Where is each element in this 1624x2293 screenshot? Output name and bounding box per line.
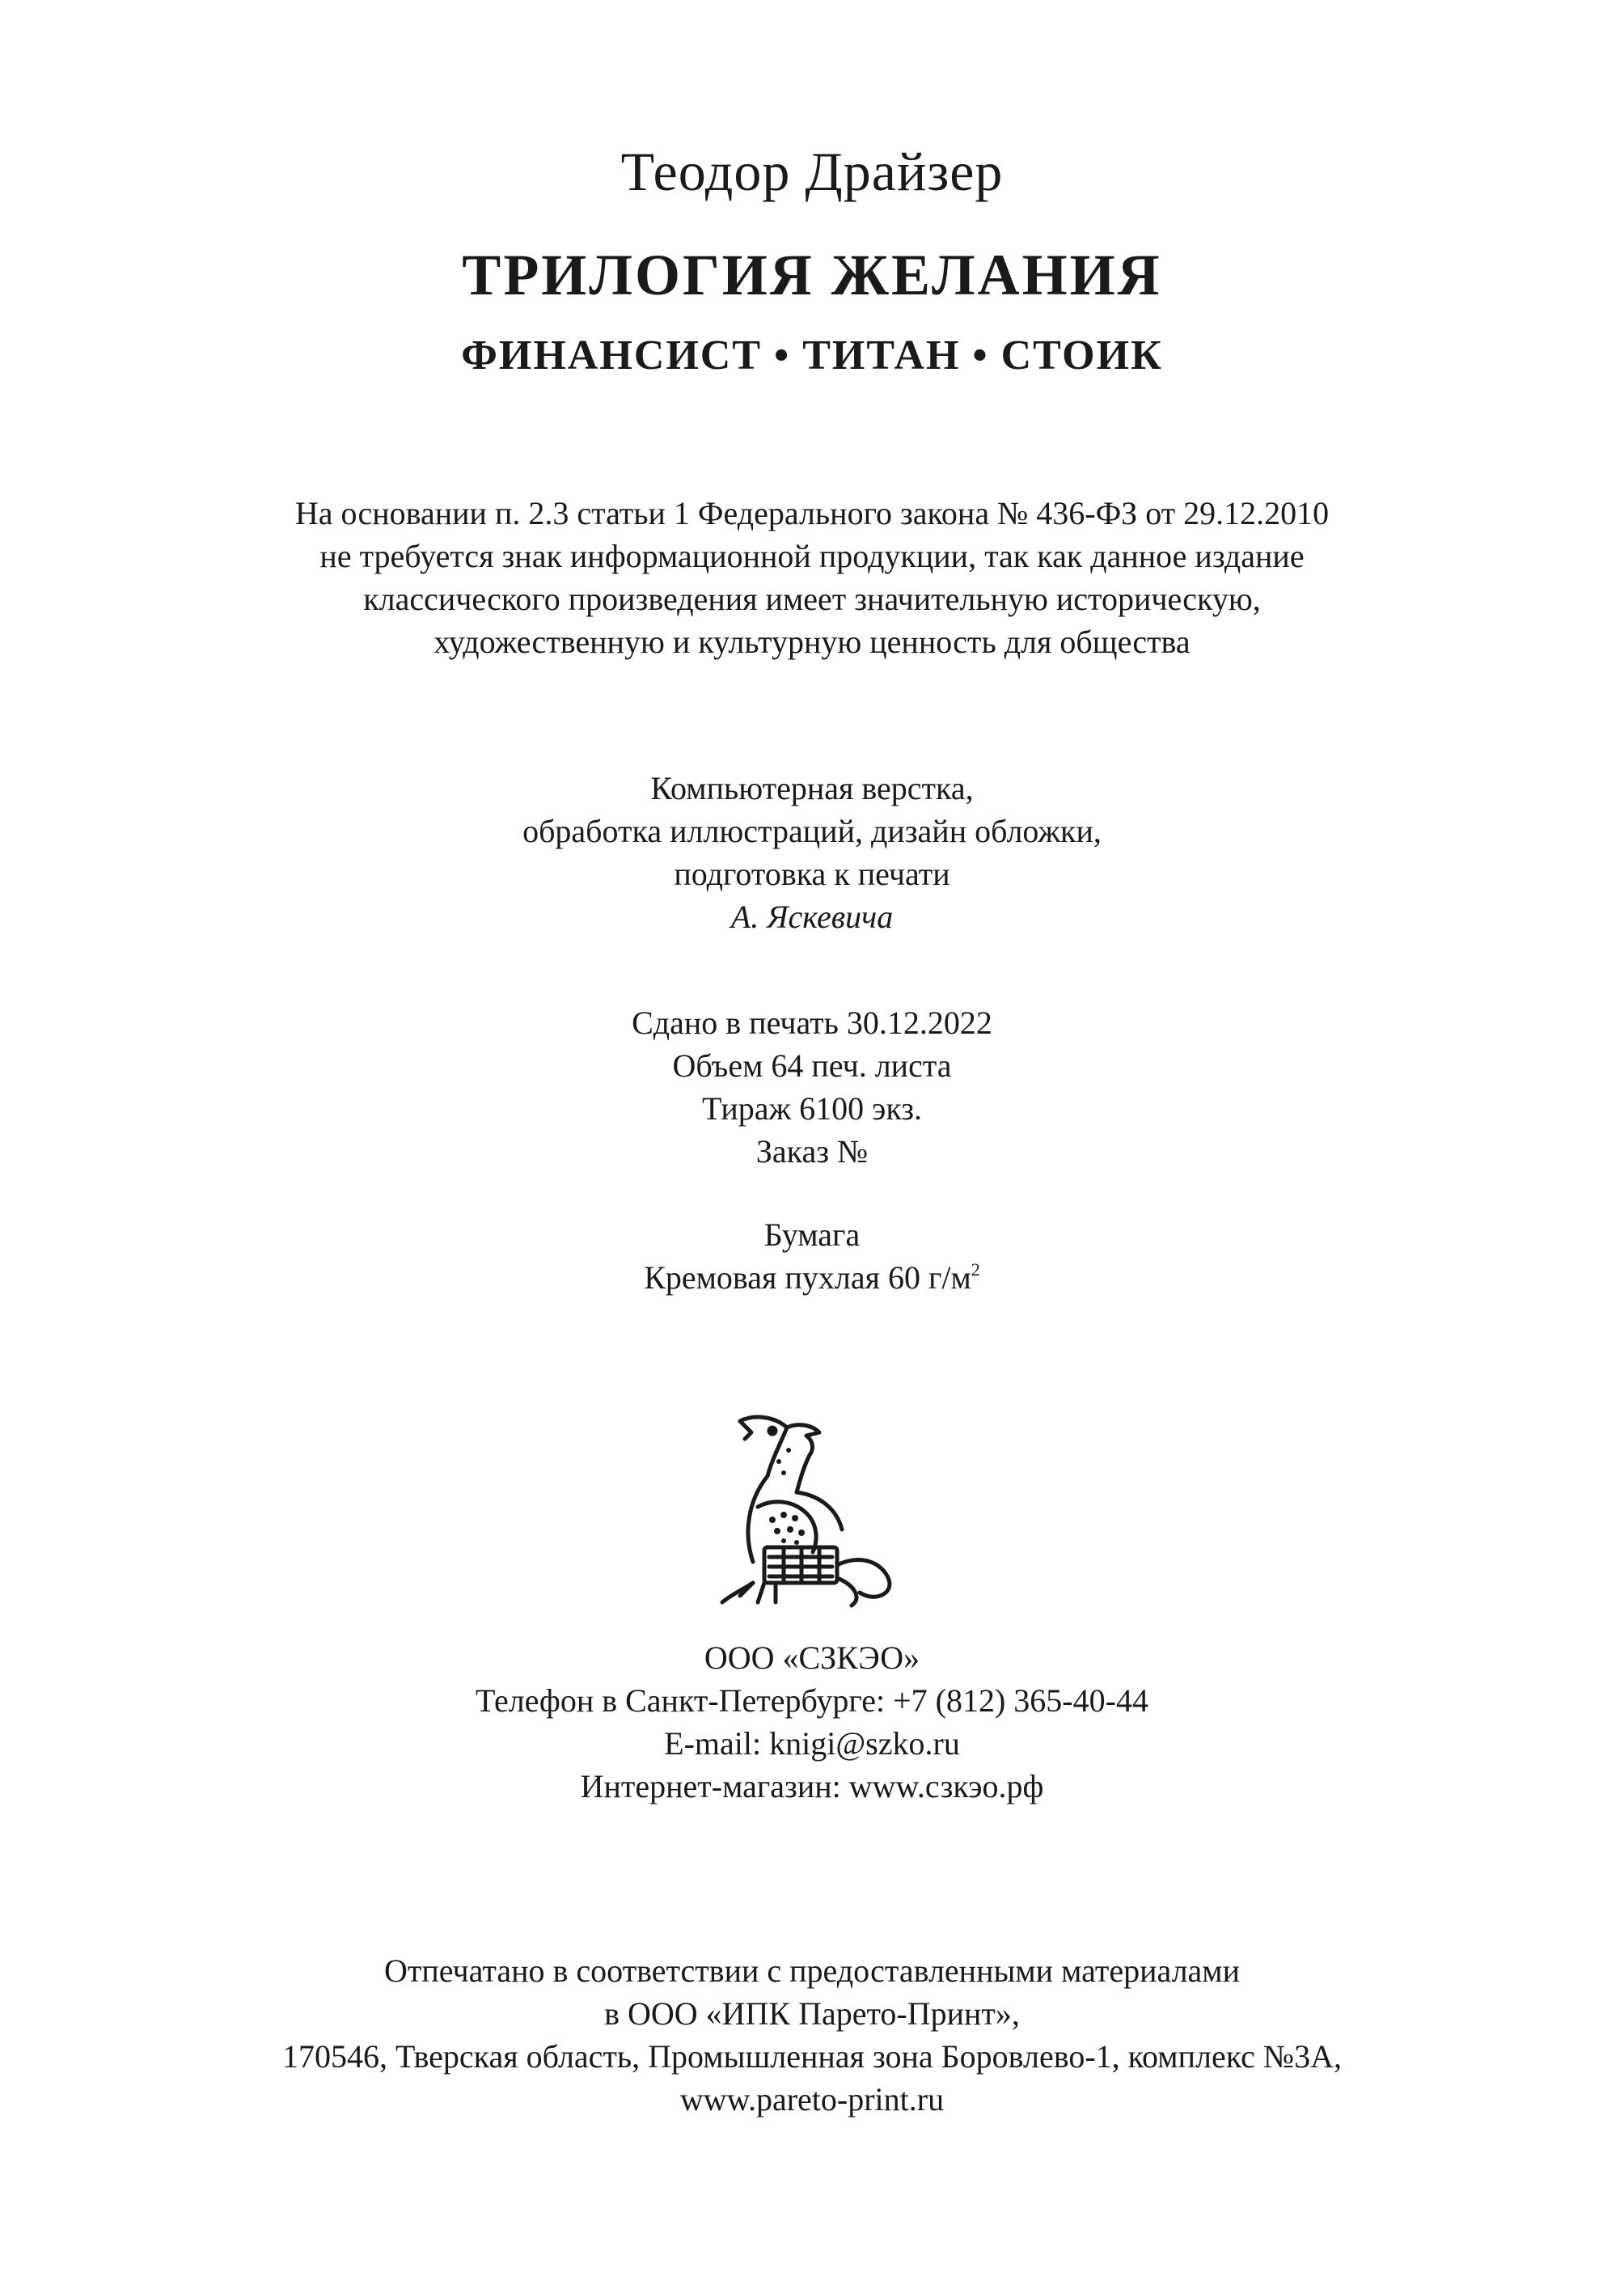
publisher-email: E-mail: knigi@szko.ru — [664, 1725, 960, 1762]
paper-unit-superscript: 2 — [971, 1259, 980, 1280]
publisher-name: ООО «СЗКЭО» — [704, 1639, 920, 1676]
griffin-emblem-icon — [716, 1411, 906, 1610]
printer-name: в ООО «ИПК Парето-Принт», — [604, 1995, 1020, 2032]
credits-line: подготовка к печати — [674, 856, 950, 892]
printer-website: www.pareto-print.ru — [679, 2081, 945, 2117]
book-title — [0, 241, 1624, 309]
print-volume: Объем 64 печ. листа — [672, 1047, 952, 1084]
print-date: Сдано в печать 30.12.2022 — [632, 1005, 992, 1041]
legal-line: художественную и культурную ценность для общества — [433, 624, 1191, 660]
title-text: ТРИЛОГИЯ ЖЕЛАНИЯ — [462, 243, 1162, 307]
printer-address: 170546, Тверская область, Промышленная зона Боровлево-1, комплекс №3А, — [282, 2038, 1342, 2075]
publisher-website: Интернет-магазин: www.сзкэо.рф — [580, 1768, 1044, 1804]
legal-notice — [0, 492, 1624, 663]
paper-type — [0, 1256, 1624, 1299]
paper-label: Бумага — [763, 1216, 861, 1253]
book-subtitle — [0, 330, 1624, 382]
printer-section — [0, 1949, 1624, 2121]
credits-line: Компьютерная верстка, — [650, 770, 974, 806]
paper-type-text: Кремовая пухлая 60 г/м — [644, 1259, 971, 1296]
paper-section — [0, 1213, 1624, 1299]
author-name — [0, 139, 1624, 204]
author-text: Теодор Драйзер — [620, 141, 1004, 202]
publisher-section — [0, 1636, 1624, 1808]
publisher-phone: Телефон в Санкт-Петербурге: +7 (812) 365-40-44 — [476, 1682, 1148, 1719]
legal-line: На основании п. 2.3 статьи 1 Федерального закона № 436-ФЗ от 29.12.2010 — [294, 495, 1330, 531]
credits-name: А. Яскевича — [730, 899, 894, 935]
legal-line: не требуется знак информационной продукции, так как данное издание — [319, 538, 1305, 574]
print-info-section — [0, 1001, 1624, 1173]
legal-line: классического произведения имеет значительную историческую, — [363, 581, 1261, 617]
print-run: Тираж 6100 экз. — [701, 1090, 923, 1127]
credits-line: обработка иллюстраций, дизайн обложки, — [522, 813, 1102, 849]
printer-line: Отпечатано в соответствии с предоставленными материалами — [383, 1952, 1241, 1989]
credits-section — [0, 767, 1624, 938]
order-number: Заказ № — [755, 1133, 869, 1170]
subtitle-text: ФИНАНСИСТ • ТИТАН • СТОИК — [461, 332, 1163, 379]
